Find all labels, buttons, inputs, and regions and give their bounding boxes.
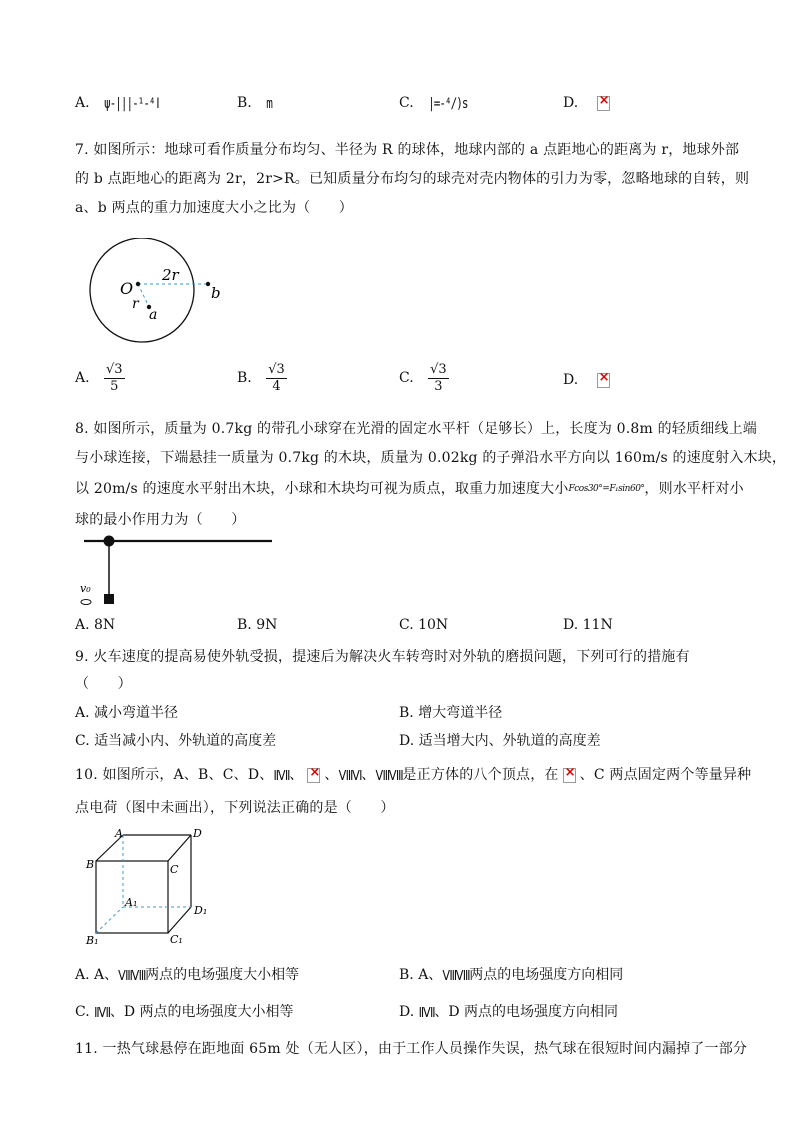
vertex-C1: C₁ <box>170 933 183 946</box>
q10-option-b: B. A、ⅧⅧ两点的电场强度方向相同 <box>399 967 624 984</box>
q6-option-a-formula-image: ψ-|||-¹-⁴ǀ <box>104 95 161 112</box>
q10-stem-line-2: 点电荷（图中未画出），下列说法正确的是（ ） <box>75 800 395 816</box>
vertex-B: B <box>86 858 95 871</box>
q7-stem-line-2: 的 b 点距地心的距离为 2r，2r>R。已知质量分布均匀的球壳对壳内物体的引力为零，忽略地球的自转，则 <box>75 171 750 187</box>
broken-image-icon <box>563 768 576 783</box>
label-r: r <box>132 296 139 312</box>
q10-option-c: C. ⅡⅦ、D 两点的电场强度大小相等 <box>75 1004 294 1021</box>
label-v0: v₀ <box>80 582 91 595</box>
q7-option-b-fraction: $\frac{√3}{4}$ <box>268 362 285 394</box>
distance-r-line <box>138 284 149 307</box>
q9-option-d: D. 适当增大内、外轨道的高度差 <box>399 733 601 749</box>
q7-option-a-fraction: $\frac{√3}{5}$ <box>106 362 123 394</box>
q7-option-b: B. $\frac{√3}{4}$ <box>237 362 285 394</box>
cube-edge-C1D1 <box>168 907 191 933</box>
broken-image-icon <box>597 96 610 111</box>
q10-vertex-image: ⅡⅦ <box>273 767 290 784</box>
cube-edge-CD <box>168 835 191 861</box>
q8-stem-line-2: 与小球连接，下端悬挂一质量为 0.7kg 的木块，质量为 0.02kg 的子弹沿水平方向以 160m/s 的速度射入木块， <box>75 450 787 466</box>
broken-image-icon <box>307 768 320 783</box>
q7-earth-figure <box>80 238 250 348</box>
q10-cube-figure <box>80 826 220 950</box>
center-point <box>136 282 140 286</box>
q10-vertex-image: ⅧⅧ <box>375 767 403 784</box>
vertex-A: A <box>115 827 123 840</box>
q8-stem-line-1: 8. 如图所示，质量为 0.7kg 的带孔小球穿在光滑的固定水平杆（足够长）上，长度为 0.8m 的轻质细线上端 <box>75 421 758 437</box>
q6-option-b: B. m <box>237 95 272 112</box>
q8-stem-line-4: 球的最小作用力为（ ） <box>75 512 246 528</box>
q7-option-c: C. $\frac{√3}{3}$ <box>399 362 447 394</box>
q6-option-d: D. × <box>563 95 610 111</box>
q9-option-b: B. 增大弯道半径 <box>399 705 503 721</box>
q10-option-d: D. ⅡⅦ、D 两点的电场强度方向相同 <box>399 1004 619 1021</box>
q10-vertex-image: ⅧⅧ <box>442 967 470 984</box>
vertex-B1: B₁ <box>86 934 99 947</box>
point-b <box>206 282 210 286</box>
q6-option-c: C. |=-⁴/)s <box>399 95 468 112</box>
q10-vertex-image: ⅧⅧ <box>118 967 146 984</box>
q10-vertex-image: ⅧⅥ <box>338 767 362 784</box>
q9-option-c: C. 适当减小内、外轨道的高度差 <box>75 733 277 749</box>
q8-option-a: A. 8N <box>75 617 116 633</box>
vertex-D1: D₁ <box>194 904 208 917</box>
q9-stem-line-2: （ ） <box>75 676 132 692</box>
q7-option-d: D. × <box>563 372 610 388</box>
q11-stem-line-1: 11. 一热气球悬停在距地面 65m 处（无人区），由于工作人员操作失误，热气球在很短时间内漏掉了一部分 <box>75 1041 748 1057</box>
earth-circle <box>90 238 194 342</box>
q7-stem-line-3: a、b 两点的重力加速度大小之比为（ ） <box>75 200 353 216</box>
vertex-D: D <box>193 827 202 840</box>
vertex-C: C <box>170 863 179 876</box>
bullet <box>81 600 91 605</box>
q8-pendulum-figure <box>76 532 276 608</box>
q7-stem-line-1: 7. 如图所示：地球可看作质量分布均匀、半径为 R 的球体，地球内部的 a 点距地心的距离为 r，地球外部 <box>75 142 740 158</box>
q8-formula-image: Fcos30°=F₁sin60° <box>568 484 645 494</box>
q10-option-a: A. A、ⅧⅧ两点的电场强度大小相等 <box>75 967 300 984</box>
q6-option-a: A. ψ-|||-¹-⁴ǀ <box>75 95 161 112</box>
q10-vertex-image: ⅡⅦ <box>418 1004 435 1021</box>
cube-hidden-edge-B1A1 <box>96 907 123 933</box>
q10-stem-line-1: 10. 如图所示，A、B、C、D、ⅡⅦ、× 、ⅧⅥ、ⅧⅧ是正方体的八个顶点，在× 、C 两点固定两个等量异种 <box>75 764 751 784</box>
q10-vertex-image: ⅡⅦ <box>94 1004 110 1021</box>
label-2r: 2r <box>162 266 179 284</box>
q8-option-b: B. 9N <box>237 617 278 633</box>
q7-option-a: A. $\frac{√3}{5}$ <box>75 362 123 394</box>
broken-image-icon <box>597 373 610 388</box>
vertex-A1: A₁ <box>125 896 138 909</box>
q8-stem-line-3: 以 20m/s 的速度水平射出木块，小球和木块均可视为质点，取重力加速度大小Fcos30°=F₁sin60°，则水平杆对小 <box>75 481 744 497</box>
q8-option-c: C. 10N <box>399 617 449 633</box>
q6-option-c-formula-image: |=-⁴/)s <box>428 95 468 112</box>
q9-stem-line-1: 9. 火车速度的提高易使外轨受损，提速后为解决火车转弯时对外轨的磨损问题，下列可行的措施有 <box>75 649 690 665</box>
q8-option-d: D. 11N <box>563 617 613 633</box>
q9-option-a: A. 减小弯道半径 <box>75 705 179 721</box>
wood-block <box>104 594 114 604</box>
q6-option-b-formula-image: m <box>266 95 272 112</box>
label-b: b <box>211 284 221 302</box>
label-a: a <box>149 307 158 323</box>
label-O: O <box>120 279 134 298</box>
q7-option-c-fraction: $\frac{√3}{3}$ <box>430 362 447 394</box>
